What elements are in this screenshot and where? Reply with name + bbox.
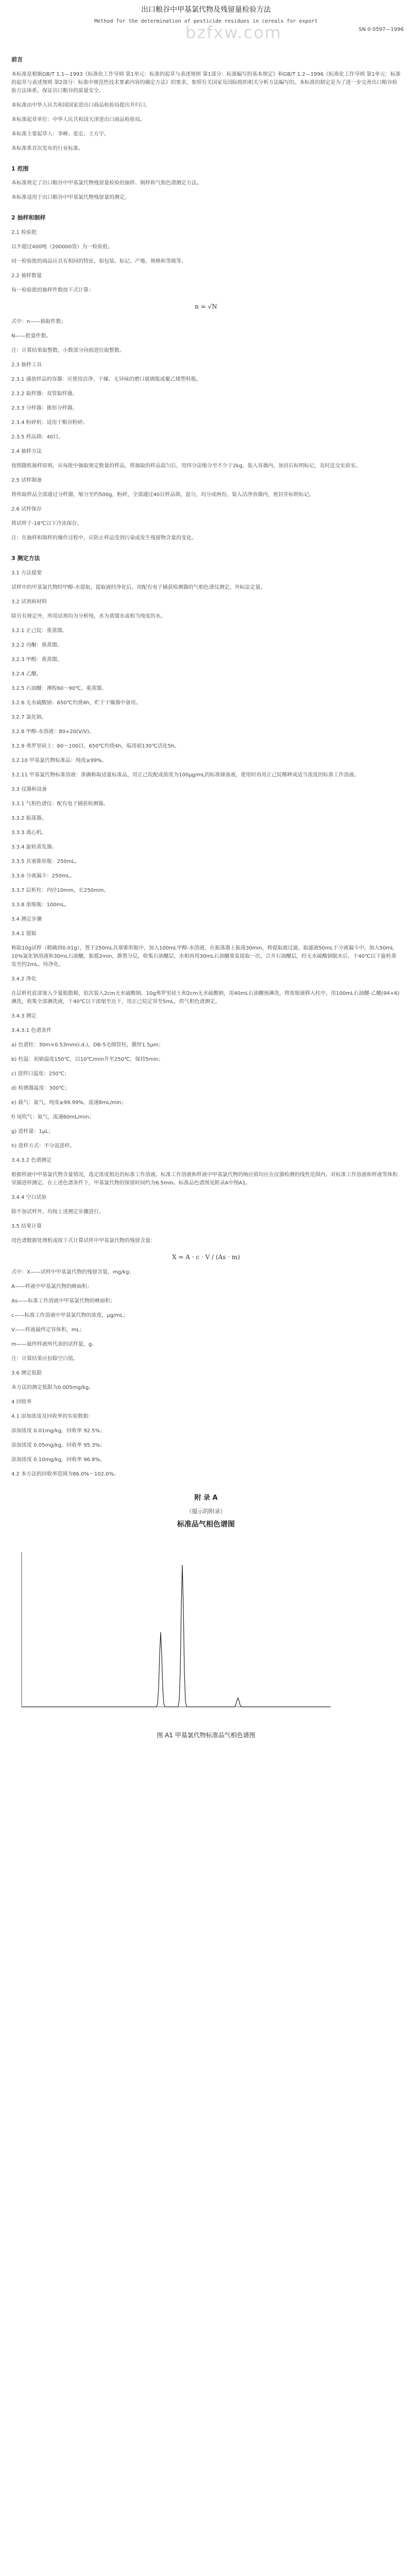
appendix-title: 标准品气相色谱图 [177, 1520, 235, 1529]
sec3-line: 本方法的测定低限为0.005mg/kg。 [11, 1384, 94, 1391]
sec3-line: 在层析柱底部塞入少量脱脂棉，依次装入2cm无水硫酸钠、10g弗罗里硅土和2cm无水硫酸钠，用40mL石油醚预淋洗，将浓缩液移入柱中，用100mL石油醚-乙醚(94+6)淋洗，收集全部淋洗液，于40℃以下浓缩至近干，用正己烷定容至5mL，供气相色谱测定。 [11, 990, 400, 1005]
section3-lines [11, 569, 401, 1479]
sec3-line: 3.2.2 丙酮：重蒸馏。 [11, 642, 62, 648]
sec3-line: 3.2.8 甲醇-水溶液：80+20(V/V)。 [11, 728, 94, 735]
sec3-line: 根据样液中甲基氯代物含量情况，选定浓度相近的标准工作溶液。标准工作溶液和样液中甲基氯代物的响应值均应在仪器检测的线性范围内。对标准工作溶液和样液等体积穿插进样测定。在上述色谱条件下，甲基氯代物的保留时间约为6.5min。标准品色谱图见附录A中图A1。 [11, 1172, 398, 1186]
sec3-line: 除不加试样外，均按上述测定步骤进行。 [11, 1209, 104, 1215]
sec3-line: 用色谱数据处理机或按下式计算试样中甲基氯代物的残留含量： [11, 1238, 156, 1244]
sec3-line: a) 色谱柱：30m×0.53mm(i.d.)，DB-5毛细管柱，膜厚1.5μm； [11, 1042, 164, 1048]
sec2-line: 式中：n——抽取件数； [11, 318, 66, 325]
sec3-line: m——最终样液所代表的试样量，g。 [11, 1341, 97, 1347]
sec3-line: 3.2.5 石油醚：沸程60～90℃，重蒸馏。 [11, 685, 107, 691]
sec3-line: 3.2.4 乙醚。 [11, 671, 42, 677]
sec1-line: 本标准适用于出口粮谷中甲基氯代物残留量的测定。 [11, 195, 130, 201]
sec3-line: 3.2.7 氯化钠。 [11, 714, 47, 720]
sec3-line: 3.4.3.1 色谱条件 [11, 1027, 52, 1033]
chrom-trace [22, 1565, 331, 1707]
sec3-line: 3.5 结果计算 [11, 1223, 42, 1229]
sec3-line: 3.3.1 气相色谱仪：配有电子捕获检测器。 [11, 801, 109, 807]
document-subtitle-en: Method for the determination of pesticide residues in cereals for export [94, 19, 318, 24]
sec3-line: 3.4.4 空白试验 [11, 1194, 47, 1200]
document-title: 出口粮谷中甲基氯代物及残留量检验方法 [141, 6, 271, 14]
sec3-line: 3.3.4 旋转蒸发器。 [11, 844, 57, 850]
sec3-line: 4.1 添加浓度及回收率的实验数据： [11, 1413, 94, 1419]
sec3-line: 添加浓度 0.01mg/kg，回收率 92.5%； [11, 1428, 105, 1434]
sec3-line: 除另有规定外，所用试剂均为分析纯，水为蒸馏水或相当纯度的水。 [11, 613, 166, 619]
sec2-line: 2.3.5 样品筛：40目。 [11, 434, 64, 440]
sec3-line: 3.3.2 振荡器。 [11, 815, 47, 821]
intro-line: 本标准是根据GB/T 1.1—1993《标准化工作导则 第1单元：标准的起草与表述规则 第1部分：标准编写的基本规定》和GB/T 1.2—1996《标准化工作导则 第1单元：标准的起草与表述规则 第2部分：标准中规范性技术要素内容的确定方法》的要求，参照有关国家及国际组织相关分析方法编写的。本标准的制定是为了进一步完善出口粮谷检验方法体系，保证出口粮谷的质量安全。 [11, 71, 401, 94]
sec3-line: 3.2.3 甲醇：重蒸馏。 [11, 656, 62, 663]
sec3-line: 3.3.3 离心机。 [11, 829, 47, 836]
intro-line: 本标准由中华人民共和国国家进出口商品检验局提出并归口。 [11, 102, 150, 108]
sec3-line: 式中：X——试样中甲基氯代物的残留含量，mg/kg； [11, 1269, 134, 1275]
sec3-line: 3.4.1 提取 [11, 930, 37, 937]
sec3-line: 3.3 仪器和设备 [11, 786, 47, 792]
sec2-line: 将试样于-18℃以下冷冻保存。 [11, 520, 82, 527]
sec3-line: 3.1 方法提要 [11, 570, 42, 576]
appendix-note: （提示的附录） [186, 1507, 226, 1515]
sec2-line: 同一检验批的商品应具有相同的特征，如包装、标记、产地、规格和等级等。 [11, 258, 186, 264]
sec3-line: 注：计算结果应扣除空白值。 [11, 1355, 78, 1362]
sec3-line: 3.3.8 浓缩瓶：100mL。 [11, 902, 70, 908]
section2-title: 2 抽样和制样 [11, 214, 46, 222]
sec2-line: 2.3.3 分样器：锥形分样器。 [11, 405, 78, 411]
sec2-line: 2.3.4 粉碎机：适用于粮谷粉碎。 [11, 419, 88, 426]
sec3-line: b) 柱温：初始温度150℃，以10℃/min升至250℃，保持5min； [11, 1056, 164, 1062]
sec3-line: As——标准工作溶液中甲基氯代物的峰面积； [11, 1298, 116, 1304]
sec2-line: 注：在抽样和制样的操作过程中，应防止样品受到污染或发生残留物含量的变化。 [11, 535, 197, 541]
sec2-line: 按照随机抽样原则，从每批中抽取规定数量的样品，将抽取的样品混匀后，用四分法缩分至不少于2kg，装入容器内，加封后标明标记，及时送交实验室。 [11, 463, 361, 469]
sec2-line: 2.1 检验批 [11, 229, 37, 235]
sec2-line: 2.3 抽样工具 [11, 362, 42, 368]
sec3-line: 4 回收率 [11, 1399, 32, 1405]
sec1-line: 本标准规定了出口粮谷中甲基氯代物残留量检验的抽样、制样和气相色谱测定方法。 [11, 180, 202, 187]
watermark: bzfxw.com [185, 23, 282, 42]
sec3-line: 3.2.11 甲基氯代物标准溶液：准确称取适量标准品，用正己烷配成浓度为100μg/mL的标准储备液，使用时再用正己烷稀释成适当浓度的标准工作溶液。 [11, 772, 359, 778]
sec3-line: 添加浓度 0.05mg/kg，回收率 95.3%； [11, 1442, 105, 1448]
sec2-line: 每一检验批的抽样件数按下式计算： [11, 287, 94, 293]
sec3-line: 3.4 测定步骤 [11, 916, 42, 922]
sec3-line: 3.4.3 测定 [11, 1013, 37, 1019]
sec2-line: 2.3.1 盛放样品的容器：应使用洁净、干燥、无异味的磨口玻璃瓶或聚乙烯塑料瓶。 [11, 376, 201, 382]
sec2-line: 2.5 试样制备 [11, 477, 42, 483]
chromatogram-figure [11, 1542, 341, 1717]
sec3-line: A——样液中甲基氯代物的峰面积； [11, 1283, 92, 1290]
sec3-line: 3.4.3.2 色谱测定 [11, 1157, 52, 1163]
sec3-line: h) 进样方式：不分流进样。 [11, 1143, 75, 1149]
sec3-line: g) 进样量：1μL； [11, 1128, 54, 1134]
sec3-line: 3.6 测定低限 [11, 1370, 42, 1376]
figure-caption: 图 A1 甲基氯代物标准品气相色谱图 [157, 1731, 255, 1739]
sec3-line: V——样液最终定容体积，mL； [11, 1327, 85, 1333]
formula: n = √N [195, 302, 217, 310]
sec3-line: 4.2 本方法的回收率范围为86.0%～102.0%。 [11, 1471, 119, 1477]
sec3-line: 3.2 试剂和材料 [11, 599, 47, 605]
sec3-line: 3.2.10 甲基氯代物标准品：纯度≥99%。 [11, 757, 107, 764]
sec3-line: 3.3.5 具塞锥形瓶：250mL。 [11, 858, 80, 865]
sec3-line: 3.2.1 正己烷：重蒸馏。 [11, 628, 67, 634]
appendix-label: 附 录 A [194, 1494, 218, 1502]
sec3-line: 添加浓度 0.10mg/kg，回收率 96.8%。 [11, 1456, 105, 1463]
intro-line: 本标准系首次发布的行业标准。 [11, 145, 83, 151]
section1-paragraphs [11, 179, 401, 202]
sec3-line: c) 进样口温度：250℃； [11, 1071, 70, 1077]
sec3-line: 称取10g试样（精确到0.01g），置于250mL具塞锥形瓶中，加入100mL甲醇-水溶液，在振荡器上振荡30min，将提取液过滤，取滤液50mL于分液漏斗中，加入50mL 10%氯化钠溶液和30mL石油醚，振摇2min，静置分层，收集石油醚层，水相再用30mL石油醚重复提取一次，合并石油醚层，经无水硫酸钠脱水后，于40℃以下旋转蒸发至约2mL，待净化。 [11, 945, 397, 968]
sec3-line: 3.2.9 弗罗里硅土：60～100目，650℃灼烧4h，临用前130℃活化5h。 [11, 743, 180, 749]
standard-code: SN 0 0597—1996 [358, 27, 404, 32]
sec2-line: 注：计算结果取整数，小数部分向前进位取整数。 [11, 347, 125, 353]
sec3-line: 3.2.6 无水硫酸钠：650℃灼烧4h，贮于干燥器中备用。 [11, 700, 141, 706]
sec3-line: f) 尾吹气：氮气，流速60mL/min； [11, 1114, 94, 1120]
sec3-line: e) 载气：氮气，纯度≥99.99%，流速8mL/min； [11, 1099, 127, 1106]
intro-paragraphs [11, 71, 401, 153]
sec2-line: N——批量件数。 [11, 333, 52, 339]
intro-line: 本标准主要起草人：李峰、张宏、王方宇。 [11, 131, 109, 137]
sec2-line: 2.3.2 取样器：双管取样器。 [11, 391, 78, 397]
section3-title: 3 测定方法 [11, 554, 40, 562]
intro-line: 本标准起草单位：中华人民共和国天津进出口商品检验局。 [11, 116, 145, 123]
section-foreword-title: 前言 [11, 56, 23, 63]
sec2-line: 2.4 抽样方法 [11, 448, 42, 454]
sec2-line: 2.2 抽样数量 [11, 273, 42, 279]
sec3-line: d) 检测器温度：300℃； [11, 1085, 70, 1091]
section2-lines [11, 229, 401, 543]
appendix-header [11, 1493, 401, 1531]
sec2-line: 以不超过400吨（200000袋）为一检验批。 [11, 244, 113, 250]
sec2-line: 2.6 试样保存 [11, 506, 42, 512]
sec3-line: c——标准工作溶液中甲基氯代物的浓度，μg/mL； [11, 1312, 128, 1318]
section1-title: 1 范围 [11, 165, 29, 172]
sec3-line: 3.3.7 层析柱：内径10mm，长250mm。 [11, 887, 109, 893]
document-content [0, 55, 412, 1740]
sec3-line: 3.3.6 分液漏斗：250mL。 [11, 873, 75, 879]
formula: X = A · c · V / (As · m) [172, 1253, 240, 1261]
sec3-line: 3.4.2 净化 [11, 976, 37, 982]
sec3-line: 试样中的甲基氯代物经甲醇-水提取，提取液经净化后，用配有电子捕获检测器的气相色谱仪测定，外标法定量。 [11, 584, 266, 590]
sec2-line: 将所取样品全部通过分样器，缩分至约500g，粉碎，全部通过40目样品筛，混匀，均分成两份，装入洁净容器内，密封并标明标记。 [11, 492, 315, 498]
